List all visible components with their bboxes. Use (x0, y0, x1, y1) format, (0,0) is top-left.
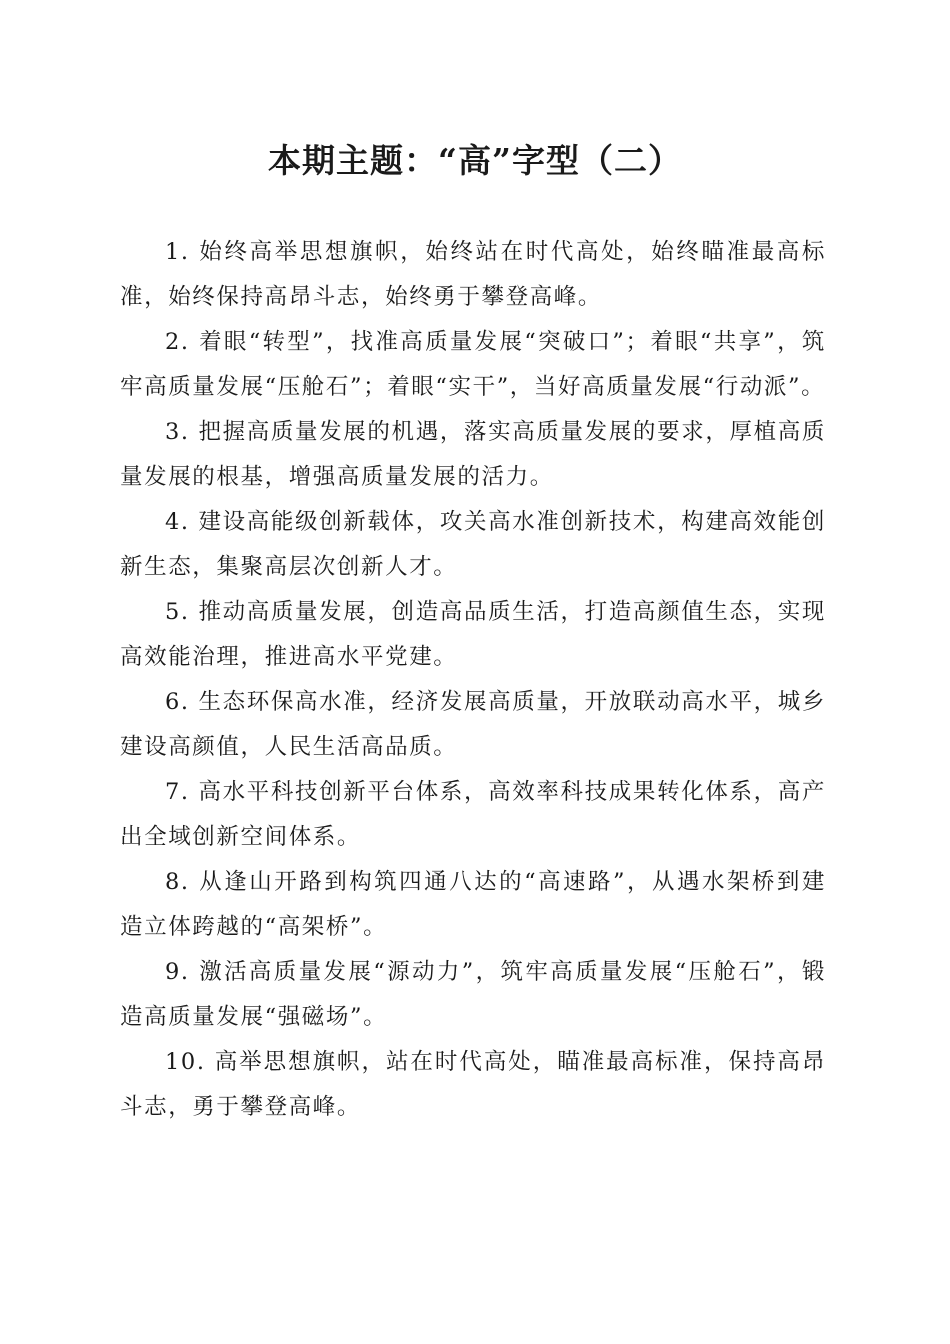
list-item: 7. 高水平科技创新平台体系，高效率科技成果转化体系，高产出全域创新空间体系。 (120, 779, 826, 850)
page-title: 本期主题：“高”字型（二） (268, 141, 682, 180)
list-item: 2. 着眼“转型”，找准高质量发展“突破口”；着眼“共享”，筑牢高质量发展“压舱石”；着眼“实干”，当好高质量发展“行动派”。 (120, 329, 826, 400)
list-item: 8. 从逢山开路到构筑四通八达的“高速路”，从遇水架桥到建造立体跨越的“高架桥”。 (120, 869, 826, 940)
list-item: 4. 建设高能级创新载体，攻关高水准创新技术，构建高效能创新生态，集聚高层次创新人才。 (120, 509, 826, 580)
document-body (120, 230, 826, 1130)
list-item: 1. 始终高举思想旗帜，始终站在时代高处，始终瞄准最高标准，始终保持高昂斗志，始终勇于攀登高峰。 (120, 239, 826, 310)
list-item: 10. 高举思想旗帜，站在时代高处，瞄准最高标准，保持高昂斗志，勇于攀登高峰。 (120, 1049, 826, 1120)
list-item: 9. 激活高质量发展“源动力”，筑牢高质量发展“压舱石”，锻造高质量发展“强磁场”。 (120, 959, 826, 1030)
list-item: 5. 推动高质量发展，创造高品质生活，打造高颜值生态，实现高效能治理，推进高水平党建。 (120, 599, 826, 670)
list-item: 6. 生态环保高水准，经济发展高质量，开放联动高水平，城乡建设高颜值，人民生活高品质。 (120, 689, 826, 760)
list-item: 3. 把握高质量发展的机遇，落实高质量发展的要求，厚植高质量发展的根基，增强高质量发展的活力。 (120, 419, 826, 490)
